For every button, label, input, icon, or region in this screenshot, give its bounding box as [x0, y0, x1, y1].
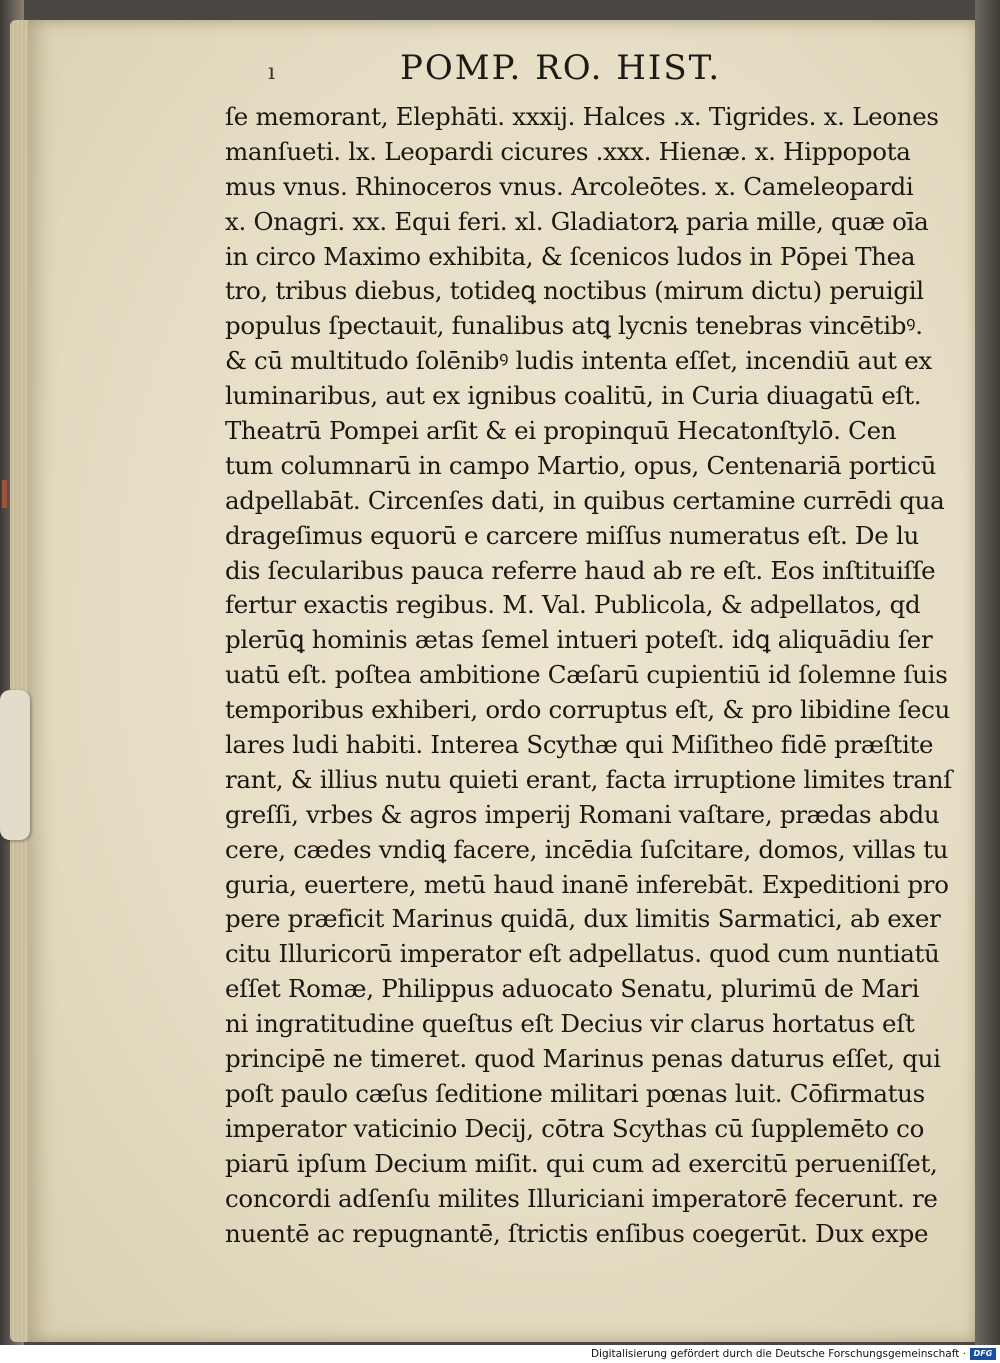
text-line: adpellabāt. Circenſes dati, in quibus certamine currēdi qua — [225, 485, 945, 515]
text-line: tum columnarū in campo Martio, opus, Centenariā porticū — [225, 450, 937, 480]
text-line: x. Onagri. xx. Equi feri. xl. Gladiatorꝝ paria mille, quæ oīa — [225, 206, 929, 236]
text-line: uatū eſt. poſtea ambitione Cæſarū cupientiū id ſolemne ſuis — [225, 660, 948, 690]
margin-mark: ı — [268, 60, 276, 85]
text-line: dis ſecularibus pauca referre haud ab re eſt. Eos inſtituiſſe — [225, 555, 936, 585]
text-line: citu Illuricorū imperator eſt adpellatus. quod cum nuntiatū — [225, 939, 940, 969]
text-line: lares ludi habiti. Interea Scythæ qui Miſitheo fidē præſtite — [225, 730, 934, 760]
text-line: in circo Maximo exhibita, & ſcenicos ludos in Pōpei Thea — [225, 241, 916, 271]
digitization-footer — [0, 1345, 1000, 1363]
text-line: ſe memorant, Elephāti. xxxij. Halces .x. Tigrides. x. Leones — [225, 102, 939, 131]
book-right-edge — [975, 0, 1000, 1345]
text-line: ni ingratitudine queſtus eſt Decius vir clarus hortatus eſt — [225, 1009, 915, 1039]
text-line: eſſet Romæ, Philippus aduocato Senatu, plurimū de Mari — [225, 974, 920, 1004]
text-line: plerūꝗ hominis ætas ſemel intueri poteſt. idꝗ aliquādiu ſer — [225, 625, 933, 655]
dfg-logo-icon: DFG — [970, 1348, 996, 1360]
text-line: tro, tribus diebus, totideꝗ noctibus (mirum dictu) peruigil — [225, 276, 924, 306]
text-line: populus ſpectauit, funalibus atꝗ lycnis tenebras vincētibꝰ. — [225, 311, 923, 341]
text-line: manſueti. lx. Leopardi cicures .xxx. Hienæ. x. Hippopota — [225, 136, 911, 166]
red-ribbon-mark — [2, 480, 7, 508]
text-line: Theatrū Pompei arſit & ei propinquū Hecatonſtylō. Cen — [225, 416, 897, 446]
text-line: piarū ipſum Decium miſit. qui cum ad exercitū perueniſſet, — [225, 1148, 938, 1178]
text-line: principē ne timeret. quod Marinus penas daturus eſſet, qui — [225, 1044, 941, 1074]
text-line: poſt paulo cæſus ſeditione militari pœnas luit. Cōfirmatus — [225, 1078, 925, 1108]
text-line: drageſimus equorū e carcere miſſus numeratus eſt. De lu — [225, 520, 919, 550]
text-line: mus vnus. Rhinoceros vnus. Arcoleōtes. x. Cameleopardi — [225, 171, 914, 201]
footer-credit: Digitalisierung gefördert durch die Deutsche Forschungsgemeinschaft · — [590, 1348, 966, 1360]
text-line: & cū multitudo ſolēnibꝰ ludis intenta eſſet, incendiū aut ex — [225, 346, 932, 376]
text-line: luminaribus, aut ex ignibus coalitū, in Curia diuagatū eſt. — [225, 381, 922, 411]
text-line: temporibus exhiberi, ordo corruptus eſt, & pro libidine ſecu — [225, 695, 951, 725]
text-line: guria, euertere, metū haud inanē inferebāt. Expeditioni pro — [225, 869, 949, 899]
page-tab-marker — [0, 690, 30, 840]
text-line: imperator vaticinio Decij, cōtra Scythas cū ſupplemēto co — [225, 1113, 925, 1143]
text-line: nuentē ac repugnantē, ſtrictis enſibus coegerūt. Dux expe — [225, 1218, 929, 1248]
text-line: rant, & illius nutu quieti erant, facta irruptione limites tranſ — [225, 764, 952, 794]
body-text — [225, 100, 955, 1248]
text-line: pere præficit Marinus quidā, dux limitis Sarmatici, ab exer — [225, 904, 941, 934]
text-line: concordi adſenſu milites Illuriciani imperatorē fecerunt. re — [225, 1183, 938, 1213]
text-line: greſſi, vrbes & agros imperij Romani vaſtare, prædas abdu — [225, 799, 940, 829]
text-line: cere, cædes vndiꝗ facere, incēdia ſuſcitare, domos, villas tu — [225, 834, 949, 864]
text-line: fertur exactis regibus. M. Val. Publicola, & adpellatos, qd — [225, 590, 921, 620]
running-head: POMP. RO. HIST. — [400, 48, 722, 88]
